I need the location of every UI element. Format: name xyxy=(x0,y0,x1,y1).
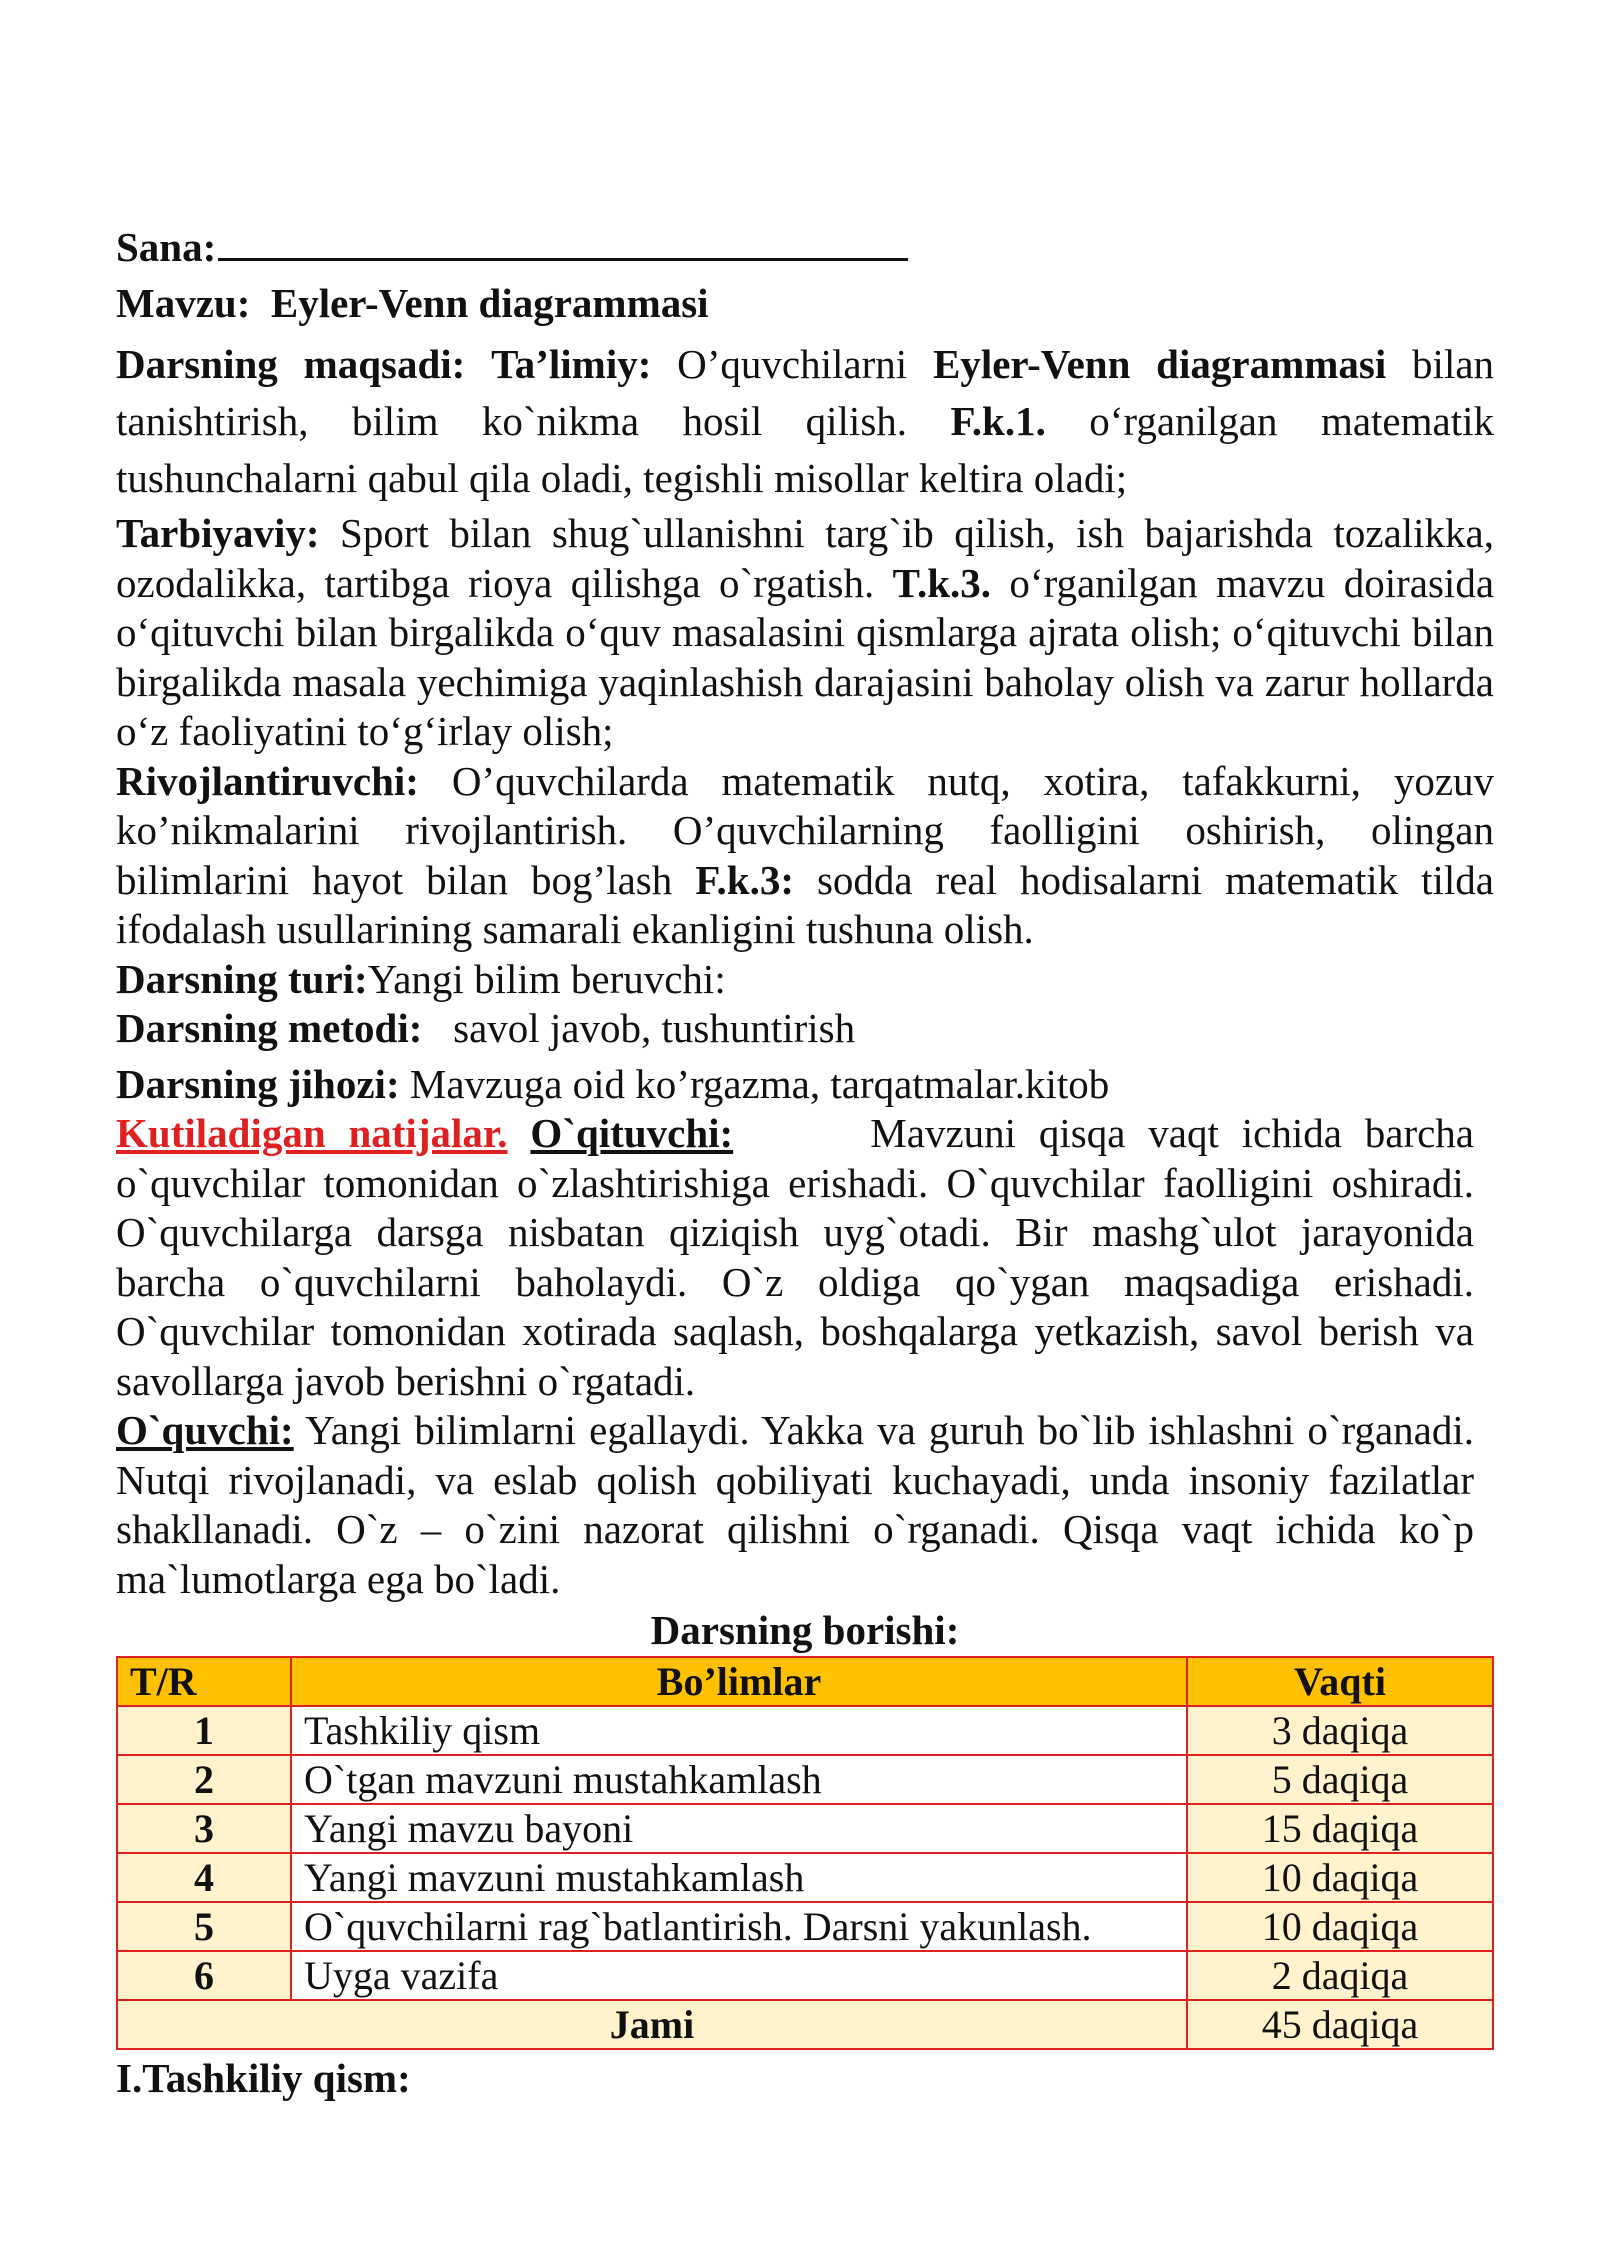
sana-label: Sana: xyxy=(116,224,217,270)
natijalar-label: Kutiladigan natijalar. xyxy=(116,1110,508,1156)
rivojlantiruvchi-paragraph xyxy=(116,757,1494,955)
row-time: 3 daqiqa xyxy=(1187,1706,1493,1755)
maqsad-paragraph xyxy=(116,336,1494,507)
tarbiyaviy-paragraph xyxy=(116,509,1494,757)
tk3-label: T.k.3. xyxy=(892,559,992,606)
oquvchi-label: O`quvchi: xyxy=(116,1407,294,1453)
oqituvchi-label: O`qituvchi: xyxy=(530,1110,734,1156)
table-row xyxy=(117,1853,1493,1902)
table-row xyxy=(117,1706,1493,1755)
talimiy-text-1: O’quvchilarni xyxy=(677,341,908,387)
fk1-text: o‘rganilgan matematik tushunchalarni qabul qila oladi, tegishli misollar keltira oladi; xyxy=(116,398,1494,501)
row-number: 6 xyxy=(117,1951,291,2000)
row-section: Yangi mavzu bayoni xyxy=(291,1804,1187,1853)
talimiy-label: Ta’limiy: xyxy=(491,341,652,387)
row-time: 10 daqiqa xyxy=(1187,1853,1493,1902)
mavzu-label: Mavzu: xyxy=(116,279,251,326)
natijalar-paragraph xyxy=(116,1109,1474,1406)
column-header-vaqti: Vaqti xyxy=(1187,1657,1493,1706)
fk1-label: F.k.1. xyxy=(950,398,1046,444)
row-time: 2 daqiqa xyxy=(1187,1951,1493,2000)
sana-line xyxy=(116,220,1494,273)
oqituvchi-text: Mavzuni qisqa vaqt ichida barcha o`quvchilar tomonidan o`zlashtirishiga erishadi. O`quvchilar faolligini oshiradi. O`quvchilarga darsga nisbatan qiziqish uyg`otadi. Bir mashg`ulot jarayonida barcha o`quvchilarni baholaydi. O`z oldiga qo`ygan maqsadiga erishadi. O`quvchilar tomonidan xotirada saqlash, boshqalarga yetkazish, savol berish va savollarga javob berishni o`rgatadi. xyxy=(116,1110,1475,1404)
section-heading: I.Tashkiliy qism: xyxy=(116,2055,411,2101)
tarbiyaviy-text-2: o‘rganilgan mavzu doirasida o‘qituvchi bilan birgalikda o‘quv masalasini qismlarga ajrata olish; o‘qituvchi bilan birgalikda masala yechimiga yaqinlashish darajasini baholay olish va zarur hollarda o‘z faoliyatini to‘g‘irlay olish; xyxy=(116,559,1495,754)
sana-blank-field xyxy=(218,220,908,261)
borishi-title: Darsning borishi: xyxy=(650,1607,960,1653)
turi-line xyxy=(116,955,1494,1005)
table-total-row xyxy=(117,2000,1493,2049)
mavzu-value: Eyler-Venn diagrammasi xyxy=(270,279,709,326)
row-time: 10 daqiqa xyxy=(1187,1902,1493,1951)
table-row xyxy=(117,1804,1493,1853)
row-section: Uyga vazifa xyxy=(291,1951,1187,2000)
tarbiyaviy-text-1: Sport bilan shug`ullanishni targ`ib qilish, ish bajarishda tozalikka, ozodalikka, tartibga rioya qilishga o`rgatish. xyxy=(116,510,1494,606)
row-number: 2 xyxy=(117,1755,291,1804)
metodi-value: savol javob, tushuntirish xyxy=(453,1005,856,1051)
mavzu-line xyxy=(116,279,1494,329)
jihozi-value: Mavzuga oid ko’rgazma, tarqatmalar.kitob xyxy=(409,1060,1110,1107)
maqsad-label: Darsning maqsadi: xyxy=(116,341,466,387)
fk3-label: F.k.3: xyxy=(695,856,794,903)
lesson-plan-content xyxy=(116,220,1494,2104)
turi-label: Darsning turi: xyxy=(116,955,368,1002)
rivojlantiruvchi-text-1: O’quvchilarda matematik nutq, xotira, tafakkurni, yozuv ko’nikmalarini rivojlantirish. O’quvchilarning faolligini oshirish, olingan bilimlarini hayot bilan bog’lash xyxy=(116,757,1495,903)
turi-value: Yangi bilim beruvchi: xyxy=(367,955,726,1002)
column-header-tr: T/R xyxy=(117,1657,291,1706)
total-label: Jami xyxy=(117,2000,1187,2049)
row-section: Yangi mavzuni mustahkamlash xyxy=(291,1853,1187,1902)
row-time: 15 daqiqa xyxy=(1187,1804,1493,1853)
row-number: 5 xyxy=(117,1902,291,1951)
metodi-line xyxy=(116,1004,1494,1054)
rivojlantiruvchi-label: Rivojlantiruvchi: xyxy=(116,757,419,804)
metodi-label: Darsning metodi: xyxy=(116,1005,423,1051)
table-header-row xyxy=(117,1657,1493,1706)
row-section: O`tgan mavzuni mustahkamlash xyxy=(291,1755,1187,1804)
talimiy-text-2: bilan tanishtirish, bilim ko`nikma hosil qilish. xyxy=(116,341,1495,444)
table-row xyxy=(117,1755,1493,1804)
total-time: 45 daqiqa xyxy=(1187,2000,1493,2049)
oquvchi-paragraph xyxy=(116,1406,1474,1604)
rivojlantiruvchi-text-2: sodda real hodisalarni matematik tilda ifodalash usullarining samarali ekanligini tushuna olish. xyxy=(116,856,1495,952)
jihozi-label: Darsning jihozi: xyxy=(116,1060,400,1107)
table-row xyxy=(117,1902,1493,1951)
row-time: 5 daqiqa xyxy=(1187,1755,1493,1804)
lesson-schedule-table xyxy=(116,1656,1494,2050)
jihozi-line xyxy=(116,1060,1494,1110)
column-header-bolimlar: Bo’limlar xyxy=(291,1657,1187,1706)
row-section: Tashkiliy qism xyxy=(291,1706,1187,1755)
oquvchi-text: Yangi bilimlarni egallaydi. Yakka va guruh bo`lib ishlashni o`rganadi. Nutqi rivojlanadi, va eslab qolish qobiliyati kuchayadi, unda insoniy fazilatlar shakllanadi. O`z – o`zini nazorat qilishni o`rganadi. Qisqa vaqt ichida ko`p ma`lumotlarga ega bo`ladi. xyxy=(116,1407,1474,1602)
row-section: O`quvchilarni rag`batlantirish. Darsni yakunlash. xyxy=(291,1902,1187,1951)
row-number: 1 xyxy=(117,1706,291,1755)
tarbiyaviy-label: Tarbiyaviy: xyxy=(116,510,320,556)
table-row xyxy=(117,1951,1493,2000)
talimiy-bold: Eyler-Venn diagrammasi xyxy=(932,341,1387,387)
row-number: 3 xyxy=(117,1804,291,1853)
row-number: 4 xyxy=(117,1853,291,1902)
